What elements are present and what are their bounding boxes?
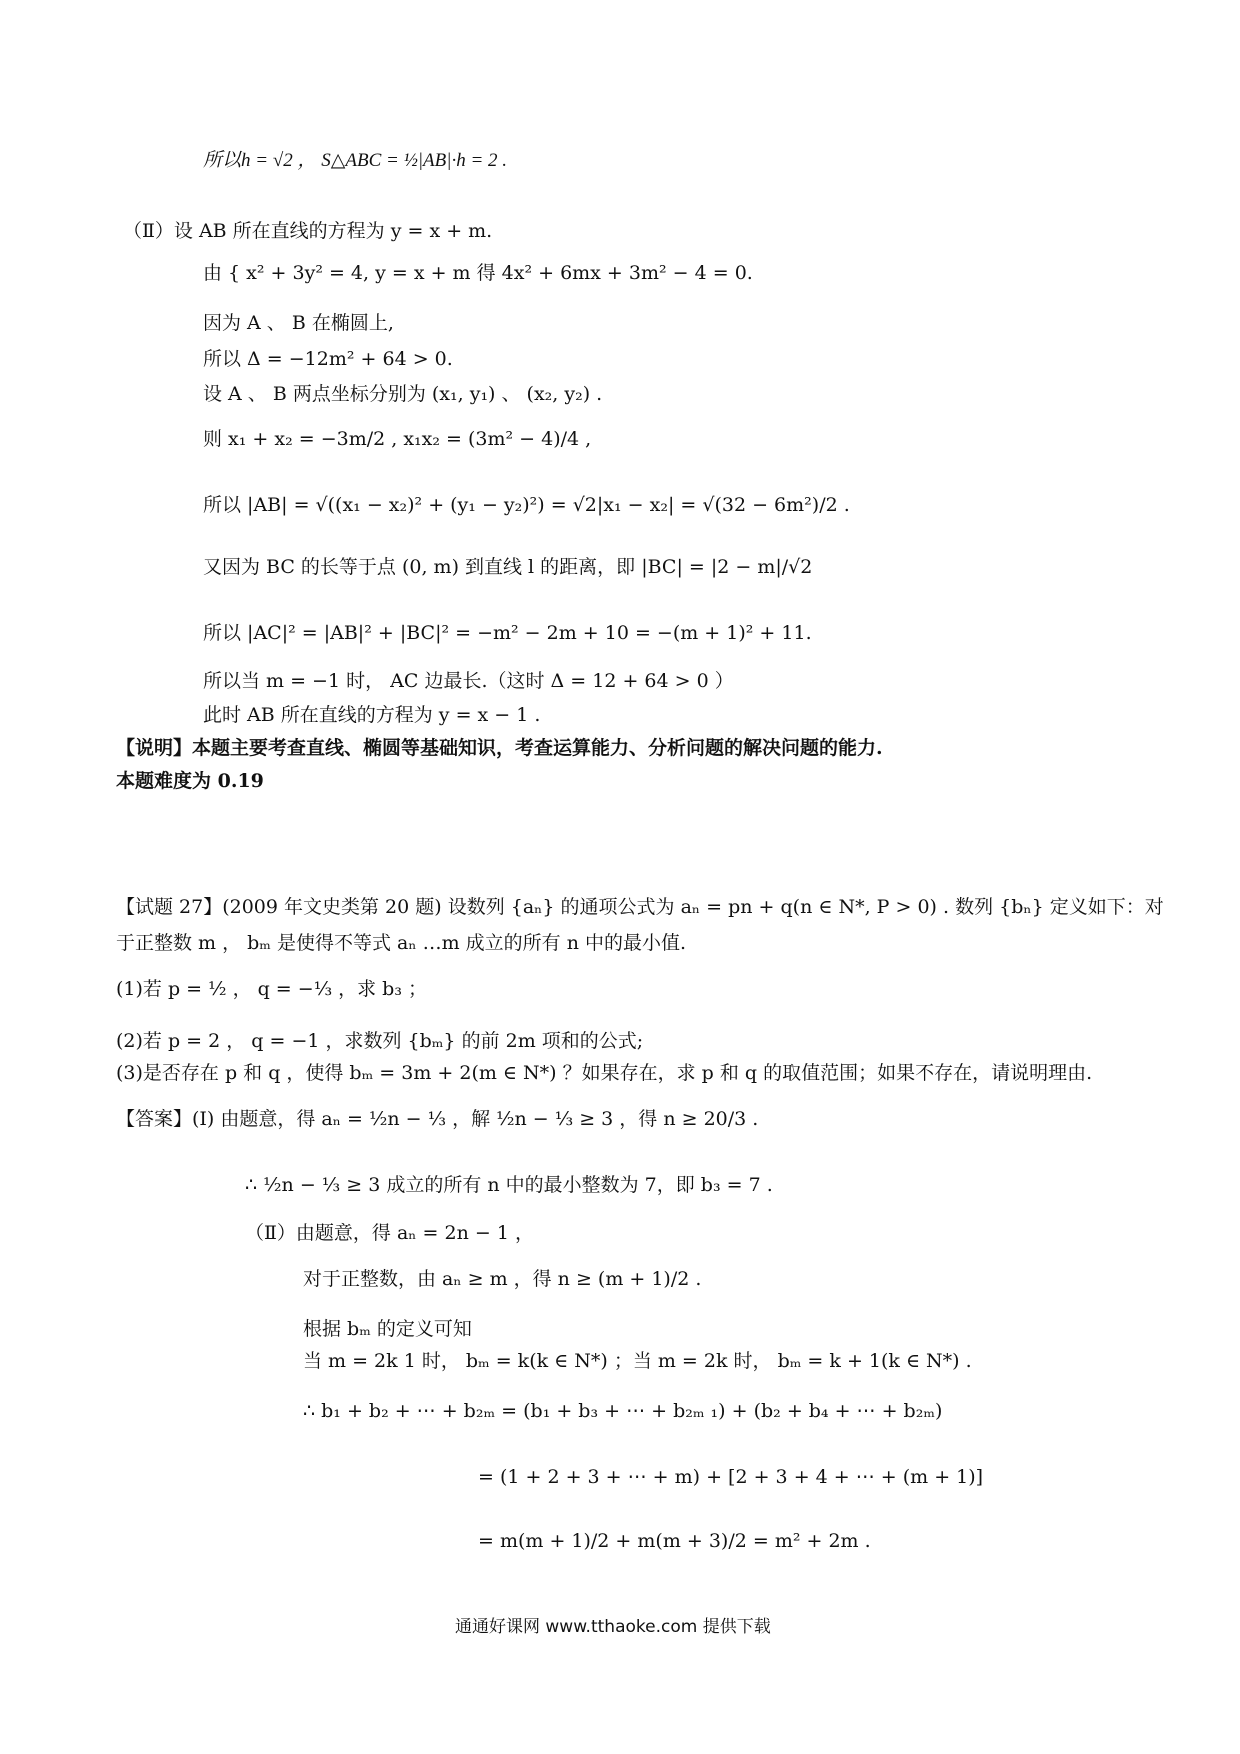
answer-min-integer: ∴ ½n − ⅓ ≥ 3 成立的所有 n 中的最小整数为 7，即 b₃ = 7 .	[245, 1174, 773, 1196]
bc-length-line: 又因为 BC 的长等于点 (0, m) 到直线 l 的距离，即 |BC| = |2 − m|/√2	[203, 556, 813, 578]
explanation-note: 【说明】本题主要考查直线、椭圆等基础知识，考查运算能力、分析问题的解决问题的能力.	[116, 737, 883, 759]
line-equation-result: 此时 AB 所在直线的方程为 y = x − 1 .	[203, 704, 541, 726]
discriminant-line: 所以 Δ = −12m² + 64 > 0.	[203, 348, 453, 370]
answer-part-ii: （Ⅱ）由题意，得 aₙ = 2n − 1 ，	[245, 1222, 534, 1244]
sub-question-2: (2)若 p = 2 ， q = −1 ，求数列 {bₘ} 的前 2m 项和的公式;	[116, 1030, 644, 1052]
solution-line-area: 所以h = √2 ， S△ABC = ½|AB|·h = 2 .	[203, 150, 508, 171]
vieta-line: 则 x₁ + x₂ = −3m/2 , x₁x₂ = (3m² − 4)/4 ,	[203, 428, 592, 450]
answer-sum-result: = m(m + 1)/2 + m(m + 3)/2 = m² + 2m .	[478, 1530, 871, 1552]
points-on-ellipse-line: 因为 A 、 B 在椭圆上,	[203, 312, 394, 334]
answer-sum-expand: = (1 + 2 + 3 + ⋯ + m) + [2 + 3 + 4 + ⋯ + (m + 1)]	[478, 1466, 984, 1488]
ab-length-line: 所以 |AB| = √((x₁ − x₂)² + (y₁ − y₂)²) = √2|x₁ − x₂| = √(32 − 6m²)/2 .	[203, 494, 850, 516]
answer-inequality: 对于正整数，由 aₙ ≥ m ，得 n ≥ (m + 1)/2 .	[303, 1268, 702, 1290]
sub-question-3: (3)是否存在 p 和 q ，使得 bₘ = 3m + 2(m ∈ N*) ？如果存在，求 p 和 q 的取值范围；如果不存在，请说明理由.	[116, 1062, 1093, 1084]
system-equations-line: 由 { x² + 3y² = 4, y = x + m 得 4x² + 6mx + 3m² − 4 = 0.	[203, 262, 753, 284]
answer-sum-split: ∴ b₁ + b₂ + ⋯ + b₂ₘ = (b₁ + b₃ + ⋯ + b₂ₘ ₁) + (b₂ + b₄ + ⋯ + b₂ₘ)	[303, 1400, 943, 1422]
coordinates-line: 设 A 、 B 两点坐标分别为 (x₁, y₁) 、 (x₂, y₂) .	[203, 383, 603, 405]
sub-question-1: (1)若 p = ½ ， q = −⅓ ，求 b₃ ；	[116, 978, 428, 1000]
part-ii-heading: （Ⅱ）设 AB 所在直线的方程为 y = x + m.	[123, 220, 493, 242]
ac-length-line: 所以 |AC|² = |AB|² + |BC|² = −m² − 2m + 10 = −(m + 1)² + 11.	[203, 622, 812, 644]
difficulty-note: 本题难度为 0.19	[116, 770, 264, 792]
answer-definition: 根据 bₘ 的定义可知	[303, 1318, 472, 1340]
answer-cases: 当 m = 2k 1 时， bₘ = k(k ∈ N*) ；当 m = 2k 时， bₘ = k + 1(k ∈ N*) .	[303, 1350, 972, 1372]
problem-27-statement-cont: 于正整数 m ， bₘ 是使得不等式 aₙ …m 成立的所有 n 中的最小值.	[116, 932, 687, 954]
answer-part-i: 【答案】(Ⅰ) 由题意，得 aₙ = ½n − ⅓ ，解 ½n − ⅓ ≥ 3 ，得 n ≥ 20/3 .	[116, 1108, 759, 1130]
footer-source: 通通好课网 www.tthaoke.com 提供下载	[455, 1617, 771, 1637]
max-ac-line: 所以当 m = −1 时， AC 边最长.（这时 Δ = 12 + 64 > 0 ）	[203, 670, 734, 692]
problem-27-statement: 【试题 27】(2009 年文史类第 20 题) 设数列 {aₙ} 的通项公式为 aₙ = pn + q(n ∈ N*, P > 0) . 数列 {bₙ} 定义如下：对	[116, 896, 1164, 918]
